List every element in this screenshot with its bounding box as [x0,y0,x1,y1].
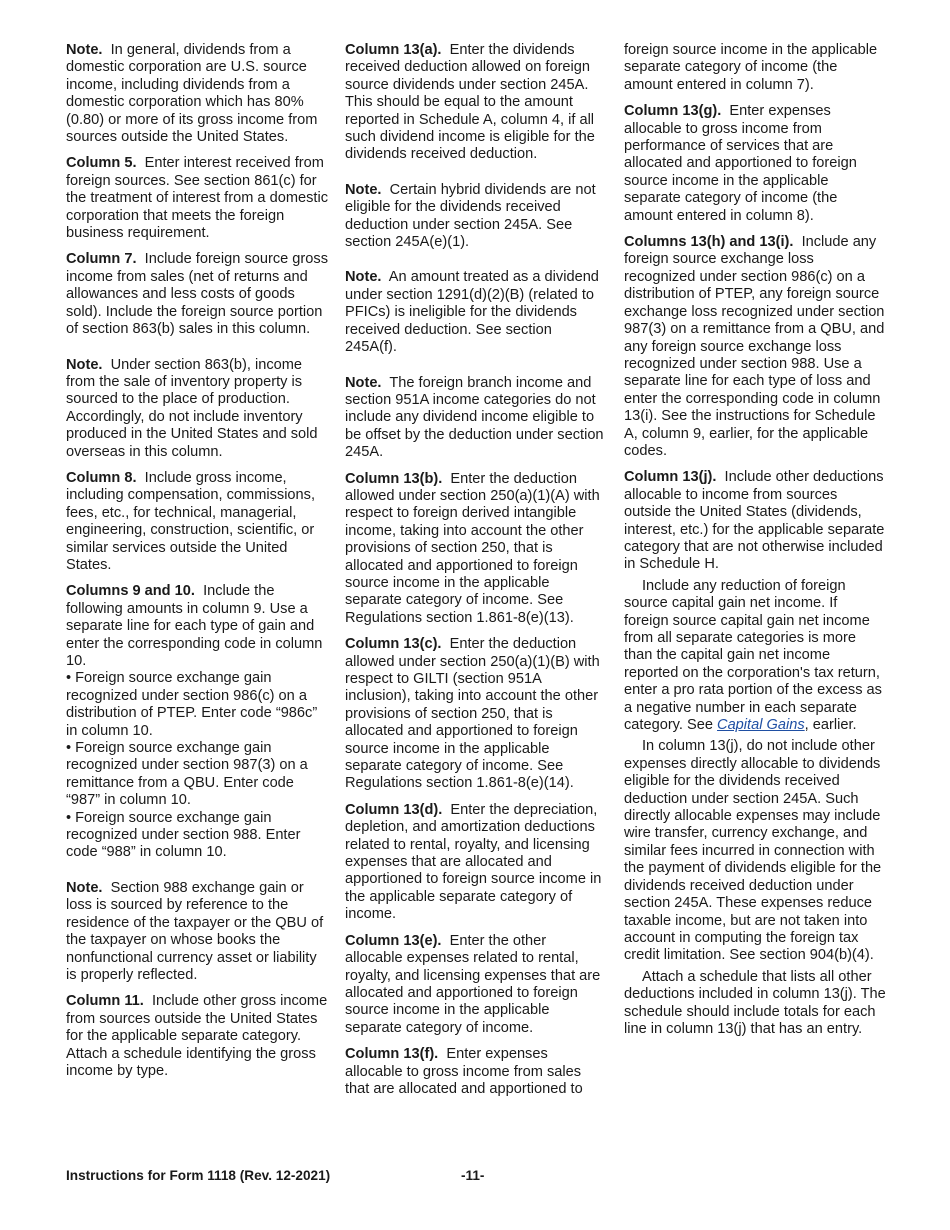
paragraph-heading: Column 13(j). [624,469,717,486]
paragraph: In column 13(j), do not include other expenses directly allocable to dividends eligible for the dividends received deduction under section 245A. Such directly allocable expenses may include wire transfer, currency exchange, and similar fees incurred in connection with the payment of dividends eligible for the dividends received deduction under section 245A. These expenses reduce taxable income, but are not taken into account in computing the foreign tax credit limitation. See section 904(b)(4). [624,738,882,964]
paragraph: Attach a schedule that lists all other deductions included in column 13(j). The schedule should include totals for each line in column 13(j) that has an entry. [624,968,886,1037]
paragraph-heading: Note. [66,356,103,373]
paragraph-text: Under section 863(b), income from the sale of inventory property is sourced to the place of production. Accordingly, do not include inventory produced in the United States and sold overseas in this column. [66,356,318,460]
paragraph [66,880,328,984]
paragraph-heading: Columns 9 and 10. [66,583,195,600]
paragraph [66,251,328,338]
paragraph-heading: Column 13(d). [345,801,443,818]
paragraph [345,1046,607,1098]
paragraph [66,42,328,146]
list-item [66,670,328,740]
paragraph-text: Certain hybrid dividends are not eligible for the dividends received deduction under section 245A. See section 245A(e)(1). [345,181,596,251]
paragraph-text: , earlier. [804,717,857,734]
paragraph [624,469,886,573]
paragraph-text: Enter interest received from foreign sources. See section 861(c) for the treatment of interest from a domestic corporation that meets the foreign business requirement. [66,155,328,242]
paragraph-text: Section 988 exchange gain or loss is sourced by reference to the residence of the taxpayer or the QBU of the taxpayer on whose books the nonfunctional currency asset or liability is properly reflected. [66,879,324,983]
paragraph-heading: Column 8. [66,469,137,486]
paragraph-text: Include any reduction of foreign source capital gain net income. If foreign source capital gain net income from all separate categories is more than the capital gain net income reported on the corporation's tax return, enter a pro rata portion of the excess as a negative number in each separate category. See [624,577,882,734]
paragraph-text: Enter expenses allocable to gross income from performance of services that are allocated and apportioned to foreign source income in the applicable separate category of income (the amount entered in column 8). [624,103,857,224]
bullet-icon: • [66,809,72,826]
paragraph-heading: Note. [345,374,382,391]
paragraph-text: Enter the dividends received deduction allowed on foreign source dividends under section 245A. This should be equal to the amount reported in Schedule A, column 4, if all such dividend income is eligible for the dividends received deduction. [345,42,595,163]
paragraph-text: Enter the deduction allowed under section 250(a)(1)(B) with respect to GILTI (section 951A inclusion), taking into account the other provisions of section 250, that is allocated and apportioned to foreign source income in the applicable separate category of income. See Regulations section 1.861-8(e)(14). [345,636,600,792]
list-item-text: Foreign source exchange gain recognized under section 987(3) on a remittance from a QBU. Enter code “987” in column 10. [66,740,308,809]
form-title: Instructions for Form 1118 (Rev. 12-2021) [66,1168,331,1183]
paragraph-heading: Columns 13(h) and 13(i). [624,234,794,251]
paragraph-continued: foreign source income in the applicable separate category of income (the amount entered in column 7). [624,42,878,93]
paragraph-text: The foreign branch income and section 951A income categories do not include any dividend income eligible to be offset by the deduction under section 245A. [345,374,604,461]
paragraph [345,42,607,164]
paragraph-text: Enter the deduction allowed under section 250(a)(1)(A) with respect to foreign derived intangible income, taking into account the other provisions of section 250, that is allocated and apportioned to foreign source income in the applicable separate category of income. See Regulations section 1.861-8(e)(13). [345,470,600,626]
paragraph-heading: Column 13(e). [345,932,442,949]
paragraph-text: An amount treated as a dividend under section 1291(d)(2)(B) (related to PFICs) is ineligible for the dividends received deduction. See section 245A(f). [345,269,599,356]
bullet-list [66,670,328,861]
paragraph [66,357,328,461]
paragraph [66,470,328,574]
paragraph [624,103,886,225]
paragraph-text: Include other gross income from sources outside the United States for the applicable separate category. Attach a schedule identifying the gross income by type. [66,993,328,1079]
bullet-icon: • [66,670,72,687]
paragraph-heading: Column 11. [66,993,144,1010]
paragraph [345,182,607,252]
text-column-3 [624,42,886,1047]
paragraph [624,578,886,735]
paragraph-heading: Column 5. [66,155,137,172]
paragraph-text: Include any foreign source exchange loss recognized under section 986(c) on a distribution of PTEP, any foreign source exchange loss recognized under section 987(3) on a remittance from a QBU, and any foreign source exchange loss recognized under section 988. Use a separate line for each type of loss and enter the corresponding code in column 13(i). See the instructions for Schedule A, column 9, earlier, for the applicable codes. [624,234,885,459]
paragraph-text: In general, dividends from a domestic corporation are U.S. source income, including dividends from a domestic corporation which has 80% (0.80) or more of its gross income from sources outside the United States. [66,42,318,146]
paragraph [624,234,886,460]
paragraph-heading: Column 13(f). [345,1046,439,1063]
paragraph-text: Enter expenses allocable to gross income from sales that are allocated and apportioned to [345,1046,583,1097]
paragraph [345,933,607,1037]
bullet-icon: • [66,740,72,757]
paragraph [66,583,328,670]
paragraph-heading: Column 13(g). [624,103,722,120]
paragraph [345,636,607,793]
capital-gains-link[interactable]: Capital Gains [717,717,805,734]
paragraph-heading: Column 13(a). [345,42,442,58]
paragraph-heading: Column 13(b). [345,470,443,487]
paragraph [66,993,328,1080]
text-column-1 [66,42,328,1089]
page-number: -11- [461,1168,485,1183]
paragraph [345,471,607,628]
paragraph [345,802,607,924]
list-item [66,810,328,862]
paragraph-heading: Note. [66,879,103,896]
list-item-text: Foreign source exchange gain recognized under section 986(c) on a distribution of PTEP. Enter code “986c” in column 10. [66,670,318,739]
paragraph-heading: Column 7. [66,251,137,268]
paragraph [66,155,328,242]
list-item [66,740,328,810]
paragraph [345,375,607,462]
paragraph-text: Include other deductions allocable to income from sources outside the United States (dividends, interest, etc.) for the applicable separate category that are not otherwise included in Schedule H. [624,469,885,573]
paragraph-text: Include gross income, including compensation, commissions, fees, etc., for technical, managerial, engineering, construction, scientific, or similar services outside the United States. [66,469,316,573]
paragraph-heading: Column 13(c). [345,636,442,653]
paragraph-text: Include the following amounts in column 9. Use a separate line for each type of gain and enter the corresponding code in column 10. [66,583,323,669]
paragraph [345,269,607,356]
list-item-text: Foreign source exchange gain recognized under section 988. Enter code “988” in column 10. [66,809,301,861]
paragraph-heading: Note. [345,269,382,286]
paragraph-heading: Note. [66,42,103,58]
paragraph-heading: Note. [345,181,382,198]
paragraph-text: Include foreign source gross income from sales (net of returns and allowances and less costs of goods sold). Include the foreign source portion of section 863(b) sales in this column. [66,251,328,338]
text-column-2 [345,42,607,1107]
paragraph-text: Enter the depreciation, depletion, and amortization deductions related to rental, royalty, and licensing expenses that are allocated and apportioned to foreign source income in the applicable separate category of income. [345,801,602,923]
paragraph-text: Enter the other allocable expenses related to rental, royalty, and licensing expenses that are allocated and apportioned to foreign source income in the applicable separate category of income. [345,932,601,1036]
